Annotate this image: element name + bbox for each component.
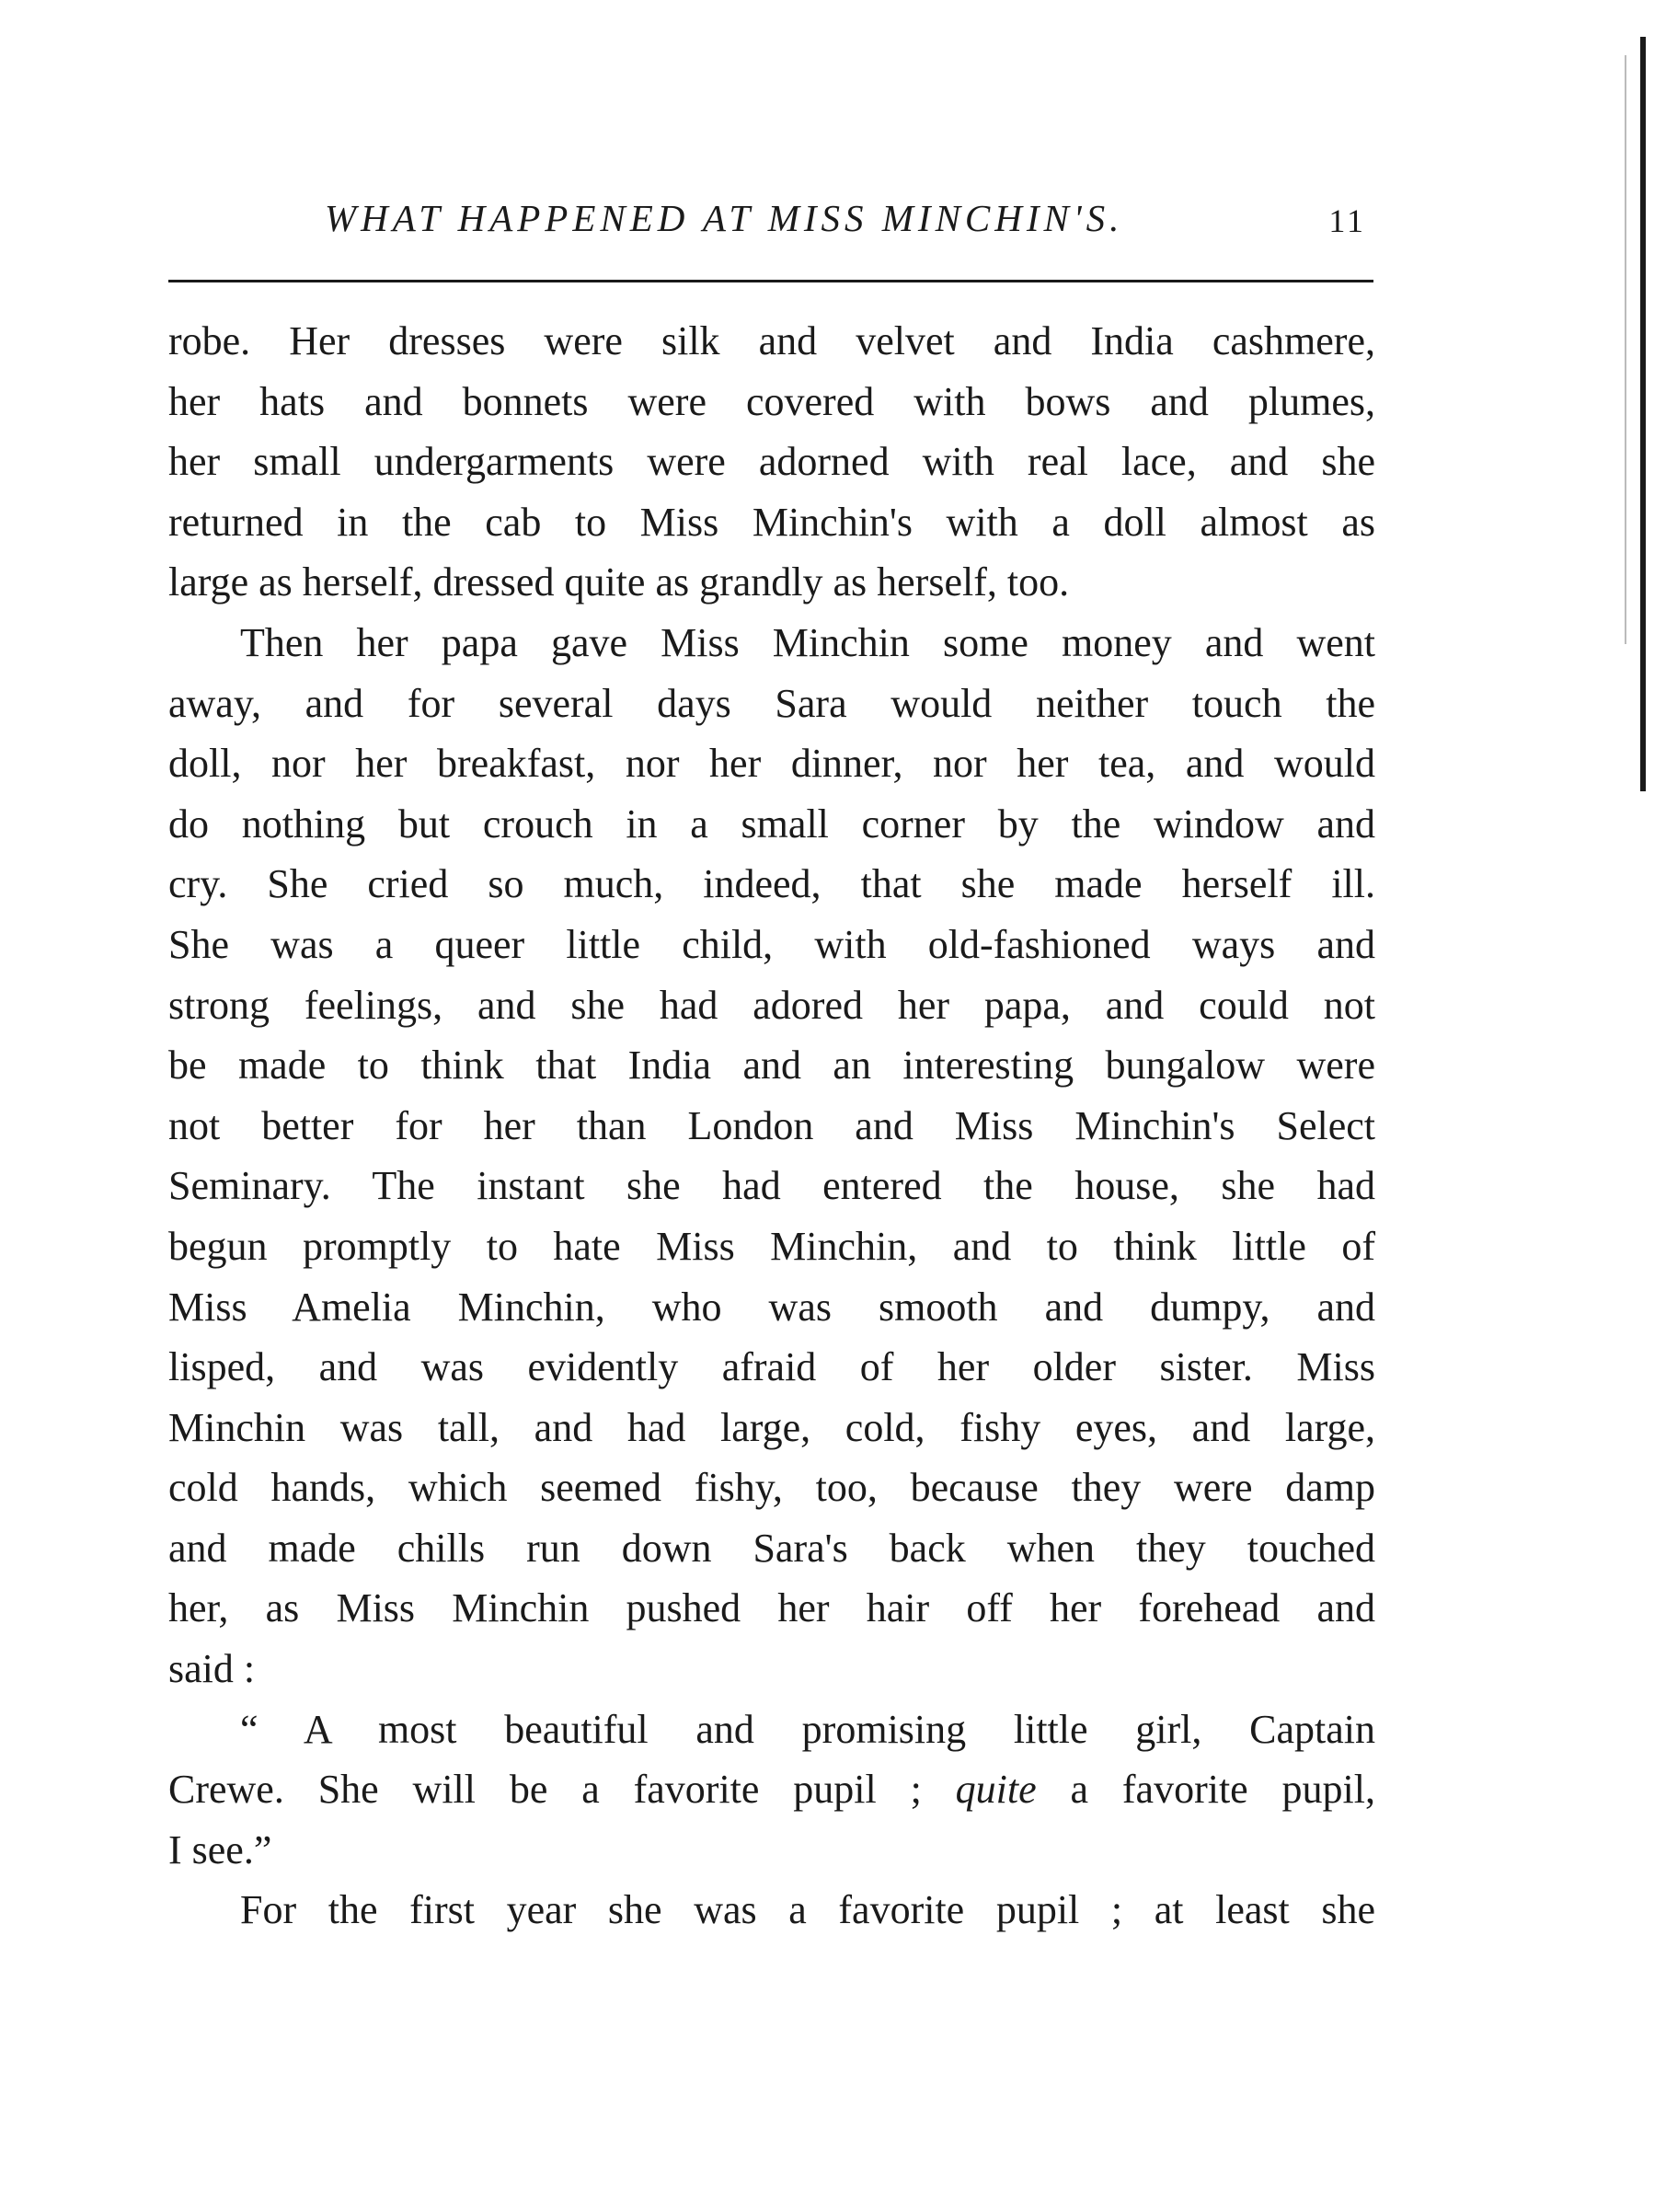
text-line: begun promptly to hate Miss Minchin, and to think little of	[168, 1223, 1375, 1269]
text-line: Then her papa gave Miss Minchin some money and went	[240, 619, 1375, 665]
text-line: returned in the cab to Miss Minchin's with a doll almost as	[168, 499, 1375, 545]
text-line: doll, nor her breakfast, nor her dinner, nor her tea, and would	[168, 741, 1375, 787]
text-line: be made to think that India and an interesting bungalow were	[168, 1043, 1375, 1089]
text-line: cry. She cried so much, indeed, that she made herself ill.	[168, 861, 1375, 907]
text-line: She was a queer little child, with old-fashioned ways and	[168, 921, 1375, 967]
running-head	[168, 196, 1373, 251]
text-line: said :	[168, 1646, 256, 1692]
italic-emphasis: quite	[955, 1767, 1037, 1813]
text-line: cold hands, which seemed fishy, too, because they were damp	[168, 1465, 1375, 1511]
running-title: WHAT HAPPENED AT MISS MINCHIN'S.	[325, 197, 1124, 239]
page-edge-shadow	[1625, 55, 1626, 644]
text-line	[168, 1759, 1375, 1820]
text-line: “ A most beautiful and promising little girl, Captain	[240, 1706, 1375, 1752]
text-line: I see.”	[168, 1826, 272, 1872]
text-line: large as herself, dressed quite as grandly as herself, too.	[168, 559, 1070, 605]
text-line: her, as Miss Minchin pushed her hair off her forehead and	[168, 1585, 1375, 1631]
text-line: and made chills run down Sara's back when they touched	[168, 1525, 1375, 1571]
text-line: away, and for several days Sara would neither touch the	[168, 680, 1375, 726]
text-line: Miss Amelia Minchin, who was smooth and dumpy, and	[168, 1284, 1375, 1330]
text-line: her hats and bonnets were covered with bows and plumes,	[168, 378, 1375, 424]
text-line: Minchin was tall, and had large, cold, fishy eyes, and large,	[168, 1404, 1375, 1450]
text-line: her small undergarments were adorned with real lace, and she	[168, 439, 1375, 485]
text-line: not better for her than London and Miss Minchin's Select	[168, 1102, 1375, 1148]
text-line: For the first year she was a favorite pupil ; at least she	[240, 1887, 1375, 1933]
body-text	[168, 311, 1375, 1941]
text-line: robe. Her dresses were silk and velvet and India cashmere,	[168, 318, 1375, 363]
text-segment: Crewe. She will be a favorite pupil ;	[168, 1767, 956, 1813]
header-rule	[168, 280, 1373, 282]
text-line: do nothing but crouch in a small corner by the window and	[168, 801, 1375, 847]
text-segment: a favorite pupil,	[1036, 1767, 1376, 1813]
page-number: 11	[1328, 202, 1366, 239]
page-edge-mark	[1640, 37, 1646, 791]
text-line: strong feelings, and she had adored her papa, and could not	[168, 982, 1375, 1028]
text-line: Seminary. The instant she had entered the house, she had	[168, 1163, 1375, 1209]
text-line: lisped, and was evidently afraid of her older sister. Miss	[168, 1344, 1375, 1390]
